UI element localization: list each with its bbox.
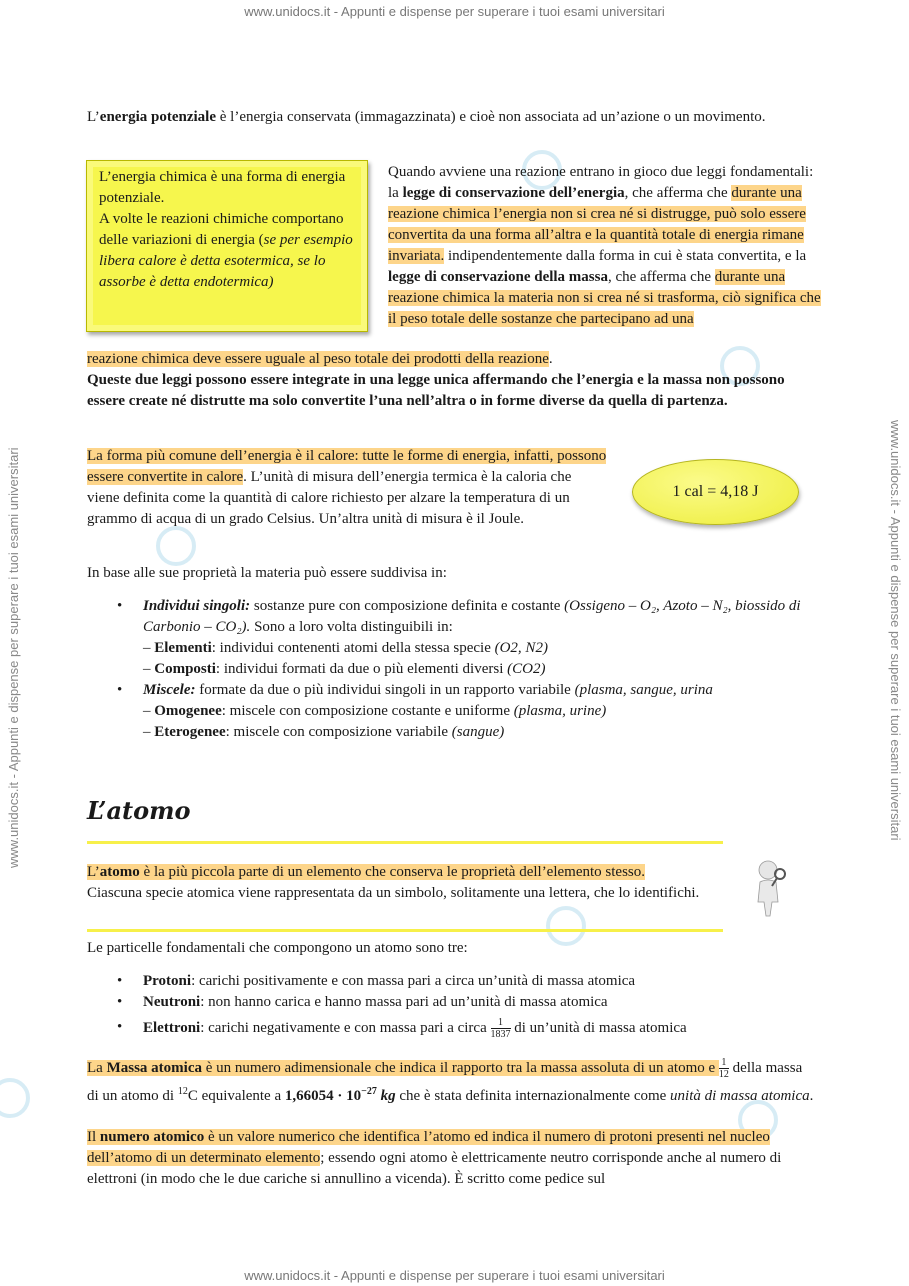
list-item: • Elettroni: carichi negativamente e con massa pari a circa $\frac{1}{1837}$ di un’unità di massa atomica <box>117 1017 687 1040</box>
mass-fraction: $\frac{1}{12}$ <box>718 1057 729 1081</box>
atomic-mass-paragraph: La Massa atomica è un numero adimensionale che indica il rapporto tra la massa assoluta di un atomo e $\frac{1}{12}$ della massa di un atomo di $^{12}$C equivalente a $1,66054 \cdot 10^{-27}$ kg che è stata definita internazionalmente come unità di massa atomica. <box>87 1057 814 1105</box>
list-item: • Protoni: carichi positivamente e con massa pari a circa un’unità di massa atomica <box>117 973 636 989</box>
watermark-top: www.unidocs.it - Appunti e dispense per superare i tuoi esami universitari <box>244 4 665 19</box>
list-item: • Individui singoli: sostanze pure con composizione definita e costante (Ossigeno – O₂, Azoto – N₂, biossido di Carbonio – CO₂). Sono a loro volta distinguibili in: <box>117 598 801 635</box>
laws-paragraph: Quando avviene una reazione entrano in gioco due leggi fondamentali: la legge di conservazione dell’energia, che afferma che durante una reazione chimica l’energia non si crea né si distrugge, può solo essere convertita da una forma all’altra e la quantità totale di energia rimane invariata. indipendentemente dalla forma in cui è stata convertita, e la legge di conservazione della massa, che afferma che durante una reazione chimica la materia non si crea né si trasforma, ciò significa che il peso totale delle sostanze che partecipano ad una <box>388 164 821 327</box>
box-line-2: A volte le reazioni chimiche comportano delle variazioni di energia (se per esempio libera calore è detta esotermica, se lo assorbe è detta endotermica) <box>99 211 353 290</box>
list-item: – Composti: individui formati da due o più elementi diversi (CO2) <box>143 661 546 677</box>
watermark-logo-icon <box>0 1078 30 1118</box>
atom-definition: L’atomo è la più piccola parte di un elemento che conserva le proprietà dell’elemento stesso. Ciascuna specie atomica viene rappresentata da un simbolo, solitamente una lettera, che lo identifichi. <box>87 864 700 901</box>
matter-intro: In base alle sue proprietà la materia può essere suddivisa in: <box>87 565 447 581</box>
atomic-number-paragraph: Il numero atomico è un valore numerico che identifica l’atomo ed indica il numero di protoni presenti nel nucleo dell’atomo di un determinato elemento; essendo ogni atomo è elettricamente neutro corrisponde anche al numero di elettroni (in modo che le due cariche si annullino a vicenda). È scritto come pedice sul <box>87 1129 782 1187</box>
list-item: • Neutroni: non hanno carica e hanno massa pari ad un’unità di massa atomica <box>117 994 608 1010</box>
energy-note-box <box>86 160 368 332</box>
highlight-mass-law-part1: durante una reazione chimica la materia non si crea né si trasforma, ciò significa che il peso totale delle sostanze che partecipano ad una <box>388 269 821 327</box>
electron-mass-fraction: $\frac{1}{1837}$ <box>490 1017 511 1040</box>
particles-intro: Le particelle fondamentali che compongono un atomo sono tre: <box>87 940 468 956</box>
particles-list <box>117 971 823 1040</box>
list-item: • Miscele: formate da due o più individui singoli in un rapporto variabile (plasma, sangue, urina <box>117 682 713 698</box>
watermark-right: www.unidocs.it - Appunti e dispense per superare i tuoi esami universitari <box>888 420 903 841</box>
highlight-energy-law: durante una reazione chimica l’energia non si crea né si distrugge, può solo essere convertita da una forma all’altra e la quantità totale di energia rimane invariata. <box>388 185 806 264</box>
watermark-logo-icon <box>156 526 196 566</box>
section-title: L’atomo <box>87 796 191 825</box>
divider-bottom <box>87 929 723 932</box>
list-item: – Elementi: individui contenenti atomi della stessa specie (O2, N2) <box>143 640 548 656</box>
list-item: – Omogenee: miscele con composizione costante e uniforme (plasma, urine) <box>143 703 607 719</box>
laws-paragraph-tail: reazione chimica deve essere uguale al peso totale dei prodotti della reazione. <box>87 351 553 367</box>
box-line-1: L’energia chimica è una forma di energia potenziale. <box>99 169 346 206</box>
heat-paragraph: La forma più comune dell’energia è il calore: tutte le forme di energia, infatti, possono essere convertite in calore. L’unità di misura dell’energia termica è la caloria che viene definita come la quantità di calore richiesto per alzare la temperatura di un grammo di acqua di un grado Celsius. Un’altra unità di misura è il Joule. <box>87 448 607 527</box>
watermark-bottom: www.unidocs.it - Appunti e dispense per superare i tuoi esami universitari <box>244 1268 665 1283</box>
intro-bold: energia potenziale <box>99 109 217 125</box>
combined-law-paragraph: Queste due leggi possono essere integrate in una legge unica affermando che l’energia e la massa non possono essere create né distrutte ma solo convertite l’una nell’altra o in forme diverse da quella di partenza. <box>87 372 785 409</box>
divider-top <box>87 841 723 844</box>
list-item: – Eterogenee: miscele con composizione variabile (sangue) <box>143 724 505 740</box>
watermark-left: www.unidocs.it - Appunti e dispense per superare i tuoi esami universitari <box>6 447 21 868</box>
thinking-figure-icon <box>750 858 790 918</box>
calorie-conversion-badge: 1 cal = 4,18 J <box>632 459 799 525</box>
matter-list <box>117 596 823 743</box>
highlight-heat: La forma più comune dell’energia è il calore: tutte le forme di energia, infatti, possono essere convertite in calore <box>87 448 607 485</box>
intro-paragraph: L’energia potenziale è l’energia conservata (immagazzinata) e cioè non associata ad un’azione o un movimento. <box>87 109 766 125</box>
